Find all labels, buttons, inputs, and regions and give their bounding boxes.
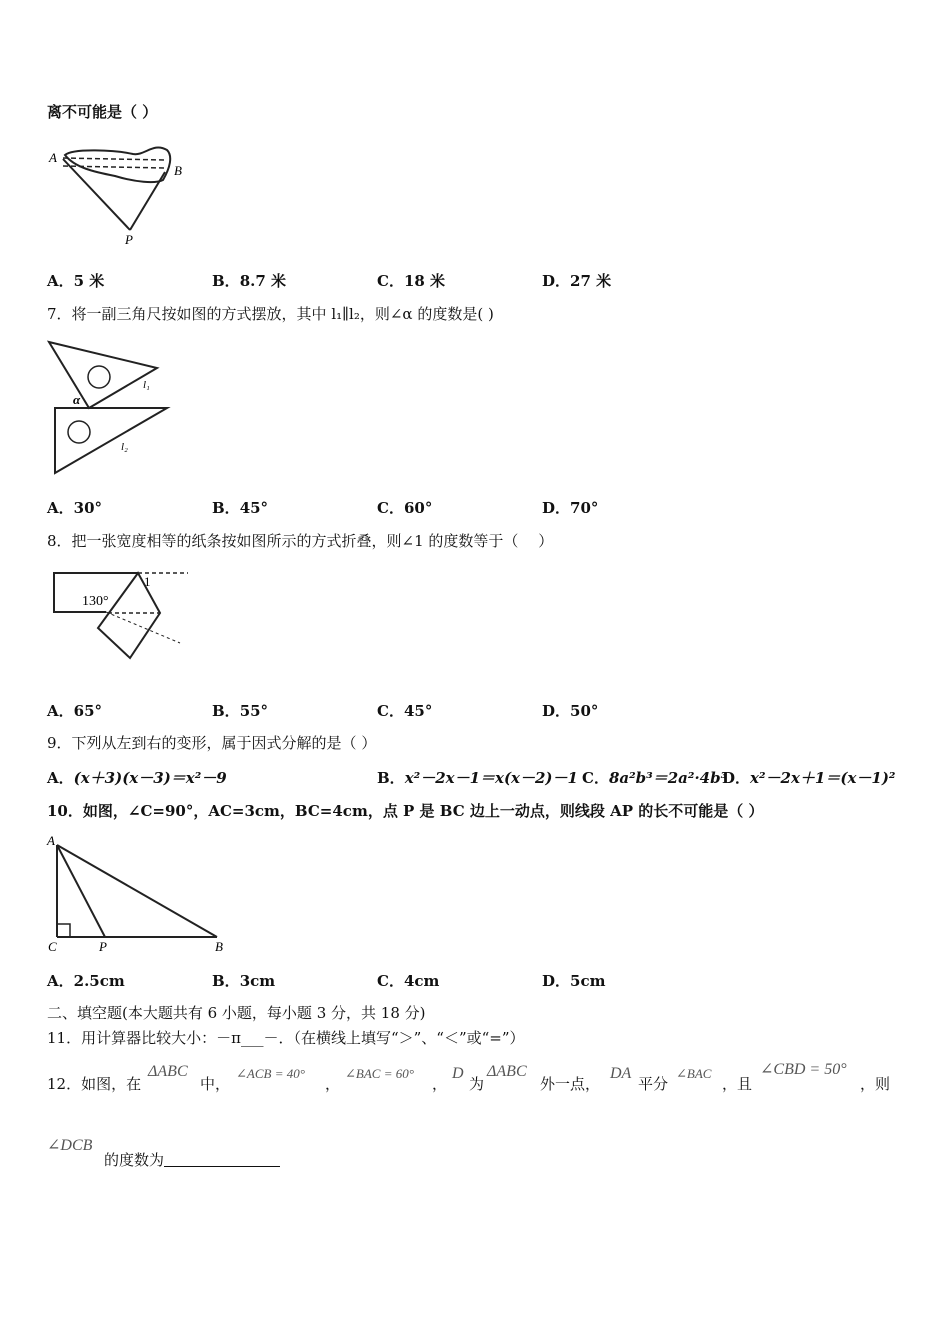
q12-text-2: ， xyxy=(325,1075,341,1093)
q10-label-a: A xyxy=(47,833,55,848)
q6-figure xyxy=(45,140,195,250)
q9-option-c: C．8a²b³＝2a²·4b³ xyxy=(582,769,728,787)
q6-option-c: C．18 米 xyxy=(377,272,446,290)
q7-option-a: A．30° xyxy=(47,499,103,517)
q9-stem: 9．下列从左到右的变形，属于因式分解的是（ ） xyxy=(47,734,377,752)
q6-option-d: D．27 米 xyxy=(542,272,612,290)
q10-stem: 10．如图，∠C=90°，AC=3cm，BC=4cm，点 P 是 BC 边上一动点，则线段 AP 的长不可能是（ ） xyxy=(47,802,764,820)
q7-option-b: B．45° xyxy=(212,499,269,517)
q8-option-a: A．65° xyxy=(47,702,103,720)
q9-option-d: D．x²－2x＋1＝(x－1)² xyxy=(722,769,896,787)
q12-math-angle-bac-2: ∠BAC xyxy=(676,1066,712,1081)
q8-option-d: D．50° xyxy=(542,702,599,720)
q7-option-d: D．70° xyxy=(542,499,599,517)
q8-option-c: C．45° xyxy=(377,702,433,720)
q12-math-angle-bac: ∠BAC = 60° xyxy=(345,1066,414,1081)
q8-stem: 8．把一张宽度相等的纸条按如图所示的方式折叠，则∠1 的度数等于（ ） xyxy=(47,532,554,550)
q6-label-a: A xyxy=(49,150,57,165)
q9-option-b: B．x²－2x－1＝x(x－2)－1 xyxy=(377,769,578,787)
q7-label-alpha: α xyxy=(73,392,81,407)
q6-option-b: B．8.7 米 xyxy=(212,272,287,290)
q12-math-angle-dcb: ∠DCB xyxy=(47,1137,93,1154)
q12-math-d: D xyxy=(452,1065,464,1082)
q12-math-da: DA xyxy=(610,1065,632,1082)
q8-label-angle: 130° xyxy=(82,594,109,609)
q12-math-angle-acb: ∠ACB = 40° xyxy=(236,1066,305,1081)
q8-label-one: 1 xyxy=(144,574,151,589)
q10-label-c: C xyxy=(48,939,57,954)
q9-option-a: A．(x＋3)(x－3)＝x²－9 xyxy=(47,769,227,787)
q7-label-l2: l₂ xyxy=(121,441,128,453)
q12-math-triangle-abc-2: ΔABC xyxy=(487,1063,527,1080)
q7-label-l1: l₁ xyxy=(143,379,150,391)
q6-label-p: P xyxy=(125,232,133,247)
q12-text-8: ，则 xyxy=(860,1075,891,1093)
q12-text-4: 为 xyxy=(469,1075,485,1093)
q6-label-b: B xyxy=(174,163,182,178)
q12-num: 12．如图，在 xyxy=(47,1075,142,1093)
q10-option-c: C．4cm xyxy=(377,972,440,990)
q7-option-c: C．60° xyxy=(377,499,433,517)
q10-option-a: A．2.5cm xyxy=(47,972,125,990)
q12-text-5: 外一点， xyxy=(540,1075,601,1093)
q6-option-a: A．5 米 xyxy=(47,272,105,290)
q12-text-7: ，且 xyxy=(722,1075,753,1093)
q8-option-b: B．55° xyxy=(212,702,269,720)
q8-figure xyxy=(50,568,200,668)
q10-label-p: P xyxy=(99,939,107,954)
q12-answer-blank[interactable] xyxy=(164,1152,280,1167)
q7-stem: 7．将一副三角尺按如图的方式摆放，其中 l₁∥l₂，则∠α 的度数是( ) xyxy=(47,305,494,323)
q10-option-b: B．3cm xyxy=(212,972,276,990)
section-2-title: 二、填空题(本大题共有 6 小题，每小题 3 分，共 18 分) xyxy=(47,1004,426,1022)
q12-text-9: 的度数为 xyxy=(104,1150,280,1170)
q10-label-b: B xyxy=(215,939,223,954)
q12-text-1: 中， xyxy=(200,1075,231,1093)
q7-figure xyxy=(45,338,185,478)
q10-figure xyxy=(45,833,235,953)
q12-math-angle-cbd: ∠CBD = 50° xyxy=(760,1061,847,1078)
q12-math-triangle-abc: ΔABC xyxy=(148,1063,188,1080)
q11-stem: 11．用计算器比较大小：－π___－．（在横线上填写“＞”、“＜”或“=”） xyxy=(47,1029,525,1047)
q6-stem-tail: 离不可能是（ ） xyxy=(47,103,158,121)
q12-text-6: 平分 xyxy=(638,1075,669,1093)
q12-text-3: ， xyxy=(432,1075,448,1093)
q10-option-d: D．5cm xyxy=(542,972,606,990)
